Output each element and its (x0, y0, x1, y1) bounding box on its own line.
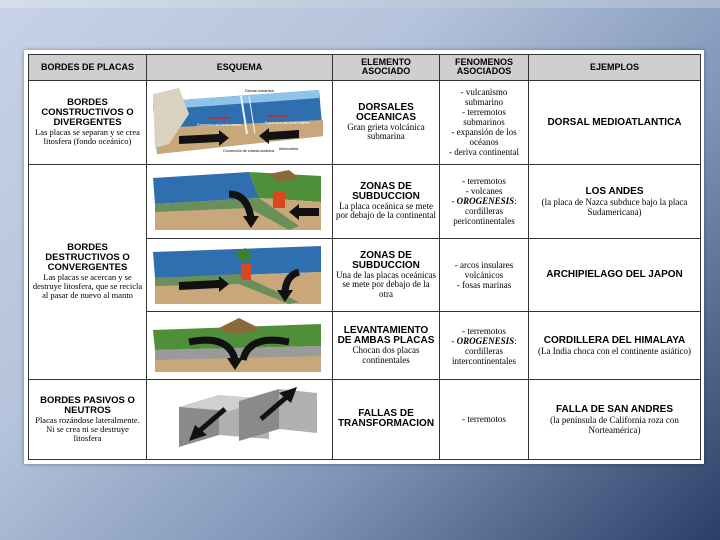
example-constructive (529, 80, 701, 164)
phenomenon: - terremotos (462, 325, 506, 336)
prefix: - (451, 196, 457, 207)
row-passive (29, 379, 701, 459)
phenomena-destructive-2 (440, 238, 529, 312)
suffix: : (514, 335, 517, 346)
row-destructive-1 (29, 164, 701, 238)
element-title: ZONAS DE SUBDUCCION (352, 180, 420, 202)
subduction-oceanic-oceanic-diagram (149, 242, 327, 308)
prefix: - (451, 335, 457, 346)
header-row (29, 55, 701, 81)
example-destructive-1 (529, 164, 701, 238)
element-fallas (333, 379, 440, 459)
phenomenon: - fosas marinas (456, 279, 512, 290)
plate-boundaries-table (28, 54, 701, 460)
phenomenon: cordilleras intercontinentales (452, 345, 516, 366)
border-desc: Placas rozándose lateralmente. Ni se crea ni se destruye litosfera (35, 414, 140, 443)
schema-subduction-oceanic (147, 238, 333, 312)
header-elemento: ELEMENTO ASOCIADO (333, 55, 440, 81)
label-left: Expansión del fondo marino (197, 123, 242, 128)
orogenesis-label: OROGENESIS (456, 196, 515, 207)
phenomenon: - vulcanismo submarino (460, 87, 508, 108)
transform-fault-diagram (149, 383, 327, 455)
example-desc: (la península de California roza con Norteamérica) (550, 414, 679, 435)
label-ridge: Dorsal oceánica (245, 88, 274, 94)
border-type-destructive (29, 164, 147, 379)
element-subduccion-2 (333, 238, 440, 312)
phenomenon: - terremotos (462, 176, 506, 187)
phenomenon: cordilleras pericontinentales (453, 206, 515, 227)
element-desc: Chocan dos placas continentales (352, 345, 420, 365)
example-desc: (la placa de Nazca subduce bajo la placa Sudamericana) (541, 196, 688, 217)
label-right: Expansión del fondo marino (265, 121, 310, 126)
phenomenon: - deriva continental (449, 147, 519, 158)
example-desc: (La India choca con el continente asiático) (538, 346, 691, 357)
label-bottom-left: Convección de cubeta oceánica (223, 149, 274, 154)
border-desc: Las placas se acercan y se destruye litosfera, que se recicla al pasar de nuevo al manto (32, 272, 143, 301)
plate-boundaries-table-sheet (24, 50, 704, 464)
phenomenon-orogenesis (443, 336, 525, 346)
phenomenon: - expansión de los océanos (451, 127, 517, 148)
element-title: FALLAS DE TRANSFORMACION (337, 408, 435, 430)
phenomena-destructive-1 (440, 164, 529, 238)
top-bar (0, 0, 720, 8)
schema-divergent (147, 80, 333, 164)
element-title: DORSALES OCEANICAS (355, 101, 416, 123)
element-title: ZONAS DE SUBDUCCION (352, 249, 420, 271)
phenomena-passive (440, 379, 529, 459)
element-desc: La placa oceánica se mete por debajo de la continental (336, 200, 436, 221)
label-bottom-right: Astenosfera (279, 147, 299, 152)
example-title: CORDILLERA DEL HIMALAYA (543, 335, 686, 347)
subduction-oceanic-continental-diagram (149, 168, 327, 234)
orogenesis-label: OROGENESIS (456, 335, 515, 346)
suffix: : (514, 196, 517, 207)
element-desc: Una de las placas oceánicas se mete por debajo de la otra (336, 269, 436, 299)
schema-transform (147, 379, 333, 459)
example-title: LOS ANDES (585, 185, 644, 197)
phenomenon: - terremotos (462, 414, 506, 425)
phenomenon-orogenesis (443, 196, 525, 206)
border-desc: Las placas se separan y se crea litosfera (fondo oceánico) (35, 127, 140, 147)
divergent-diagram (149, 84, 327, 160)
phenomena-constructive (440, 80, 529, 164)
header-ejemplos: EJEMPLOS (529, 55, 701, 81)
row-constructive (29, 80, 701, 164)
header-esquema: ESQUEMA (147, 55, 333, 81)
border-type-constructive (29, 80, 147, 164)
phenomenon: - volcanes (465, 186, 503, 197)
border-name: BORDES PASIVOS O NEUTROS (40, 394, 135, 416)
element-levantamiento (333, 312, 440, 380)
example-title: FALLA DE SAN ANDRES (555, 403, 674, 415)
example-title: ARCHIPIELAGO DEL JAPON (546, 269, 683, 281)
phenomena-destructive-3 (440, 312, 529, 380)
border-name: BORDES DESTRUCTIVOS O CONVERGENTES (45, 242, 130, 274)
header-fenomenos: FENOMENOS ASOCIADOS (440, 55, 529, 81)
border-name: BORDES CONSTRUCTIVOS O DIVERGENTES (41, 97, 134, 129)
example-destructive-2 (529, 238, 701, 312)
example-destructive-3 (529, 312, 701, 380)
header-bordes: BORDES DE PLACAS (29, 55, 147, 81)
element-desc: Gran grieta volcánica submarina (347, 121, 425, 142)
element-subduccion-1 (333, 164, 440, 238)
phenomenon: - terremotos submarinos (462, 107, 506, 128)
phenomenon: - arcos insulares volcánicos (454, 259, 514, 280)
continental-collision-diagram (149, 316, 327, 376)
example-title: DORSAL MEDIOATLANTICA (547, 116, 682, 128)
element-title: LEVANTAMIENTO DE AMBAS PLACAS (337, 325, 435, 347)
element-dorsales (333, 80, 440, 164)
schema-subduction-continental (147, 164, 333, 238)
schema-collision (147, 312, 333, 380)
border-type-passive (29, 379, 147, 459)
example-passive (529, 379, 701, 459)
